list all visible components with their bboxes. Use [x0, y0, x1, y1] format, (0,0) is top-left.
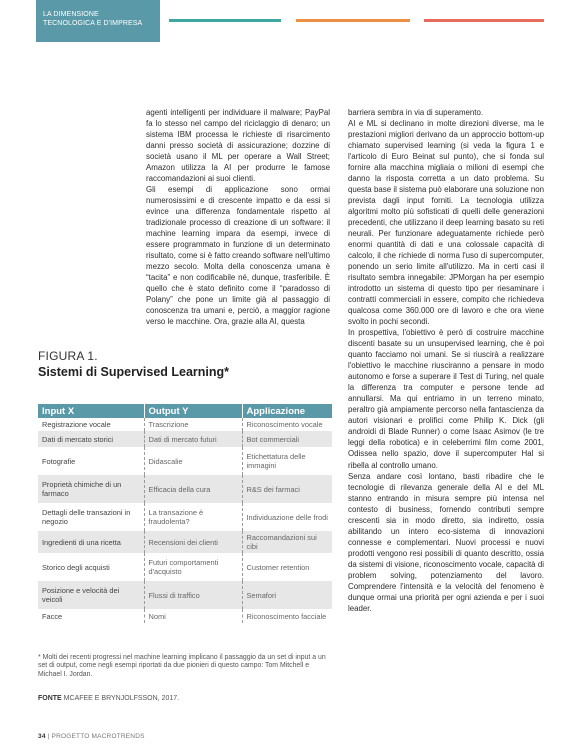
- figure-label: FIGURA 1.: [38, 349, 98, 363]
- column-header-input: Input X: [38, 404, 144, 418]
- column-header-output: Output Y: [144, 404, 242, 418]
- cell-application: Riconoscimento vocale: [246, 420, 323, 429]
- cell-input: Facce: [38, 609, 144, 623]
- supervised-learning-table: [38, 404, 332, 623]
- cell-input: Fotografie: [38, 447, 144, 475]
- cell-input: Registrazione vocale: [38, 418, 144, 431]
- page-number: 34: [38, 733, 46, 740]
- cell-application: Etichettatura delle immagini: [246, 452, 306, 470]
- cell-output: Didascalie: [144, 447, 242, 475]
- cell-application: Customer retention: [246, 562, 310, 572]
- table-row: [38, 447, 332, 475]
- cell-output: Futuri comportamenti d'acquisto: [144, 553, 242, 581]
- paragraph: Gli esempi di applicazione sono ormai numerosissimi e di crescente impatto e da essi si evince una differenza fondamentale rispetto al tradizionale processo di creazione di un software: il machine learning impara da esempi, invece di essere programmato in funzione di un determinato risultato, come si è fatto creando software nell'ultimo mezzo secolo. Molta della conoscenza umana è “tacita” e non codificabile né, dunque, trasferibile. È quello che è stato definito come il “paradosso di Polany” che pone un limite già al passaggio di conoscenza tra umani e, perciò, a maggior ragione verso le macchine. Ora, grazie alla AI, questa: [146, 185, 330, 327]
- cell-output: Flussi di traffico: [144, 581, 242, 609]
- table-row: [38, 553, 332, 581]
- column-header-application: Applicazione: [242, 404, 332, 418]
- table-row: [38, 475, 332, 503]
- paragraph: AI e ML si declinano in molte direzioni diverse, ma le prestazioni migliori derivano da un approccio bottom-up chiamato supervised learning (si veda la figura 1 e l'articolo di Euro Beinat sul punto), che si fonda sul fornire alla macchina migliaia o milioni di esempi che danno la risposta corretta a un dato problema. Su questa base il sistema può elaborare una soluzione non prevista dagli input forniti. La tecnologia utilizza algoritmi molto più sofisticati di quelli delle generazioni precedenti, che utilizzano il deep learning basato su reti neurali. Per funzionare adeguatamente richiede però enormi quantità di dati e una colossale capacità di calcolo, il che richiede di norma l'uso di supercomputer, ponendo un serio limite all'utilizzo. Ma in certi casi il risultato sembra innegabile: JPMorgan ha per esempio introdotto un sistema di questo tipo per riesaminare i contratti commerciali in essere, compito che richiedeva qualcosa come 360.000 ore di lavoro e che ora viene svolto in pochi secondi.: [348, 119, 544, 327]
- paragraph: barriera sembra in via di superamento.: [348, 108, 484, 117]
- header-stripe-red: [424, 19, 544, 22]
- paragraph: Senza andare così lontano, basti ribadire che le tecnologie di rilevanza generale della AI e del ML stanno entrando in misura sempre più intensa nel contesto di business, fornendo contributi sempre crescenti sia in modo diretto, sia indiretto, ossia abilitando un intero eco-sistema di innovazioni connesse e complementari. Nuovi processi e nuovi prodotti vengono resi possibili di quanto descritto, ossia da sistemi di visione, riconoscimento vocale, capacità di problem solving, potenziamento del lavoro. Comprendere l'intensità e la velocità del fenomeno è dunque ormai una priorità per ogni azienda e per i suoi leader.: [348, 471, 544, 613]
- table-row: [38, 581, 332, 609]
- body-column-1: [146, 107, 330, 327]
- cell-input: Ingredienti di una ricetta: [38, 531, 144, 553]
- section-tag: [36, 0, 160, 42]
- table-row: [38, 609, 332, 623]
- paragraph: In prospettiva, l'obiettivo è però di costruire macchine discenti basate su un unsupervised learning, che è poi quanto facciamo noi umani. Se si riuscirà a realizzare l'obiettivo le macchine riusciranno a pensare in modo autonomo e forse a superare il Test di Turing, nel quale la differenza tra computer e persone tende ad annullarsi. Ma qui entriamo in un terreno minato, peraltro già ampiamente percorso nella fantascienza da autori visionari e prolifici come Philip K. Dick (gli androidi di Blade Runner) o come Isaac Asimov (le tre leggi della robotica) e in celeberrimi film come 2001, Odissea nello spazio, dove il supercomputer Hal si ribella al controllo umano.: [348, 328, 544, 470]
- cell-output: Dati di mercato futuri: [144, 431, 242, 447]
- cell-application: Bot commerciali: [242, 431, 332, 447]
- source-label: FONTE: [38, 695, 62, 702]
- table-row: [38, 418, 332, 431]
- cell-application: R&S dei farmaci: [242, 475, 332, 503]
- cell-output: Recensioni dei clienti: [144, 531, 242, 553]
- cell-application: Individuazione delle frodi: [246, 512, 328, 522]
- cell-output: La transazione è fraudolenta?: [144, 503, 242, 531]
- cell-input: Dettagli delle transazioni in negozio: [38, 503, 144, 531]
- header-stripe-orange: [296, 19, 410, 22]
- cell-output: Trascrizione: [144, 418, 242, 431]
- table-row: [38, 431, 332, 447]
- body-column-2: [348, 107, 544, 614]
- table-row: [38, 531, 332, 553]
- figure-heading: [38, 349, 332, 379]
- section-tag-line1: LA DIMENSIONE: [43, 11, 99, 18]
- cell-application: Raccomandazioni sui cibi: [242, 531, 332, 553]
- section-tag-line2: TECNOLOGICA E D'IMPRESA: [43, 20, 143, 27]
- cell-output: Nomi: [144, 609, 242, 623]
- table-header-row: [38, 404, 332, 418]
- figure-footnote: * Molti dei recenti progressi nel machine learning implicano il passaggio da un set di input a un set di output, come negli esempi riportati da due pionieri di questo campo: Tom Mitchell e Michael I. Jordan.: [38, 654, 326, 678]
- cell-application: Semafori: [242, 581, 332, 609]
- paragraph: agenti intelligenti per individuare il malware; PayPal fa lo stesso nel campo del riciclaggio di denaro; un sistema IBM processa le richieste di risarcimento danni presso società di assicurazione; dozzine di società usano il ML per operare a Wall Street; Amazon utilizza la AI per produrre le famose raccomandazioni ai suoi clienti.: [146, 108, 330, 184]
- figure-title: Sistemi di Supervised Learning*: [38, 365, 230, 379]
- cell-application: Riconoscimento facciale: [246, 611, 327, 621]
- cell-input: Proprietà chimiche di un farmaco: [38, 475, 144, 503]
- header-stripe-teal: [169, 19, 281, 22]
- source-text: MCAFEE E BRYNJOLFSSON, 2017.: [61, 695, 180, 702]
- cell-input: Storico degli acquisti: [38, 553, 144, 581]
- figure-source: [38, 695, 179, 702]
- cell-output: Efficacia della cura: [144, 475, 242, 503]
- publication-name: | PROGETTO MACROTRENDS: [45, 733, 145, 740]
- cell-input: Posizione e velocità dei veicoli: [38, 581, 144, 609]
- cell-input: Dati di mercato storici: [38, 431, 144, 447]
- page-footer: [38, 733, 145, 740]
- table-row: [38, 503, 332, 531]
